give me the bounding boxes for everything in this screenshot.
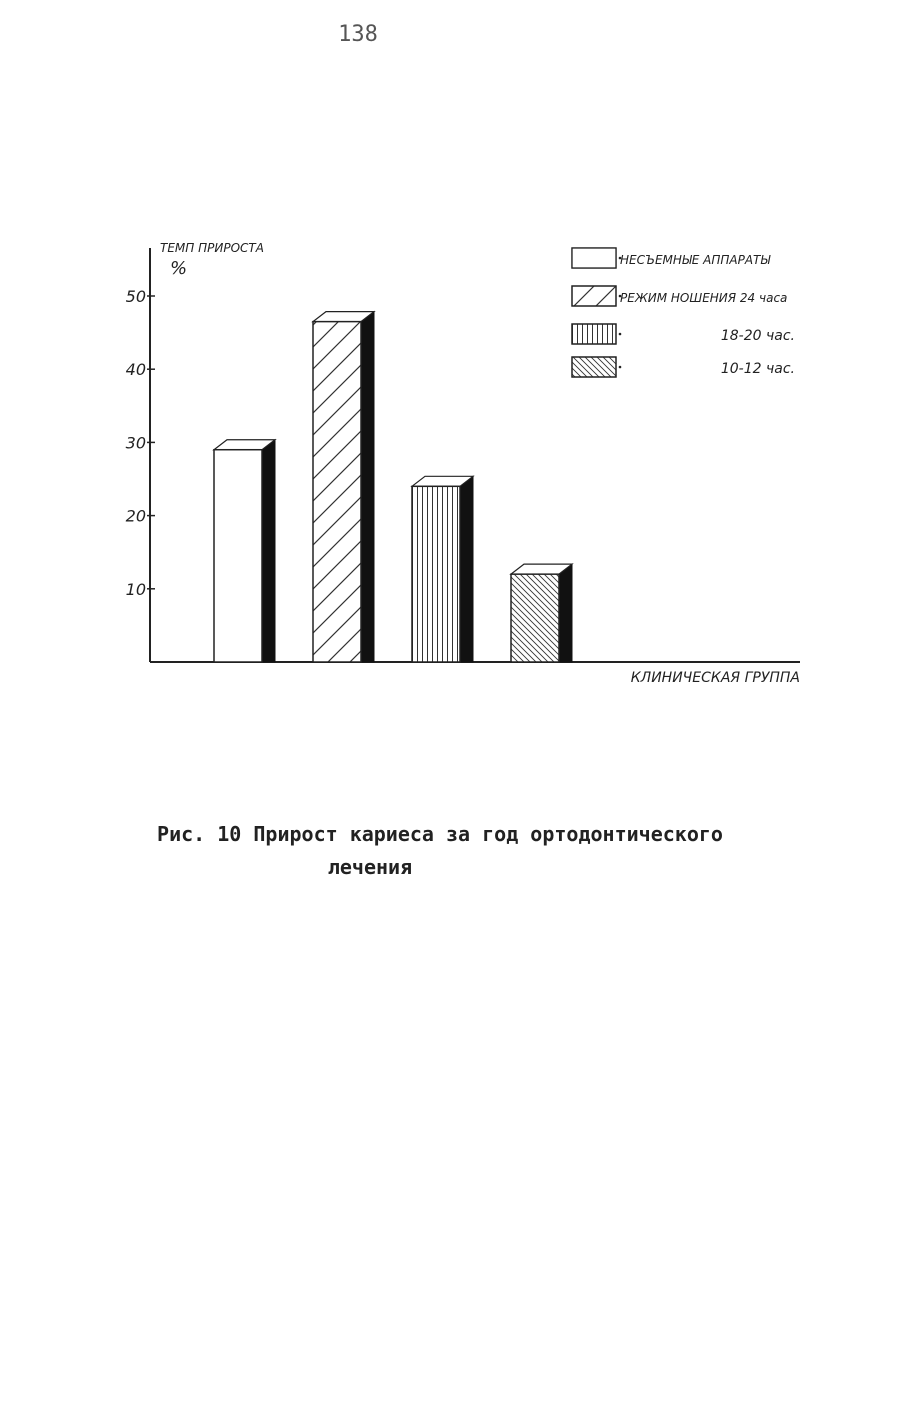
- bar-2: [313, 312, 374, 662]
- figure-caption-line1: Рис. 10 Прирост кариеса за год ортодонтического: [157, 822, 723, 846]
- bar-1: [214, 440, 275, 662]
- y-tick-label: 20: [125, 506, 146, 526]
- y-tick-label: 50: [125, 287, 146, 306]
- bar-side: [559, 564, 572, 662]
- y-axis-label: ТЕМП ПРИРОСТА: [160, 241, 264, 255]
- y-tick-label: 30: [125, 433, 146, 453]
- legend-label: 10-12 час.: [720, 361, 795, 377]
- legend-dot: [619, 366, 622, 369]
- bar-side: [361, 312, 374, 662]
- legend-item-3: [572, 324, 795, 344]
- bar-front: [214, 450, 262, 662]
- chart-bars: [214, 312, 572, 662]
- x-axis-label: КЛИНИЧЕСКАЯ ГРУППА: [630, 670, 800, 686]
- bar-front: [511, 574, 559, 662]
- bar-front: [412, 486, 460, 662]
- legend-swatch: [572, 248, 616, 268]
- y-axis-unit: %: [170, 258, 188, 279]
- bar-side: [460, 476, 473, 662]
- bar-4: [511, 564, 572, 662]
- figure-caption-line2: лечения: [327, 855, 413, 879]
- y-tick-label: 40: [125, 360, 146, 380]
- y-tick-label: 10: [125, 579, 146, 599]
- bar-3: [412, 476, 473, 662]
- bar-side: [262, 440, 275, 662]
- legend-label: 18-20 час.: [720, 328, 795, 344]
- legend-item-1: [572, 248, 771, 268]
- chart-legend: [572, 248, 795, 377]
- legend-item-2: [572, 286, 787, 306]
- legend-swatch: [572, 286, 616, 306]
- page-number: 138: [338, 22, 378, 47]
- legend-dot: [619, 333, 622, 336]
- legend-label: РЕЖИМ НОШЕНИЯ 24 часа: [620, 291, 788, 305]
- legend-swatch: [572, 324, 616, 344]
- legend-swatch: [572, 357, 616, 377]
- legend-item-4: [572, 357, 795, 377]
- bar-front: [313, 322, 361, 662]
- legend-label: НЕСЪЕМНЫЕ АППАРАТЫ: [620, 253, 771, 267]
